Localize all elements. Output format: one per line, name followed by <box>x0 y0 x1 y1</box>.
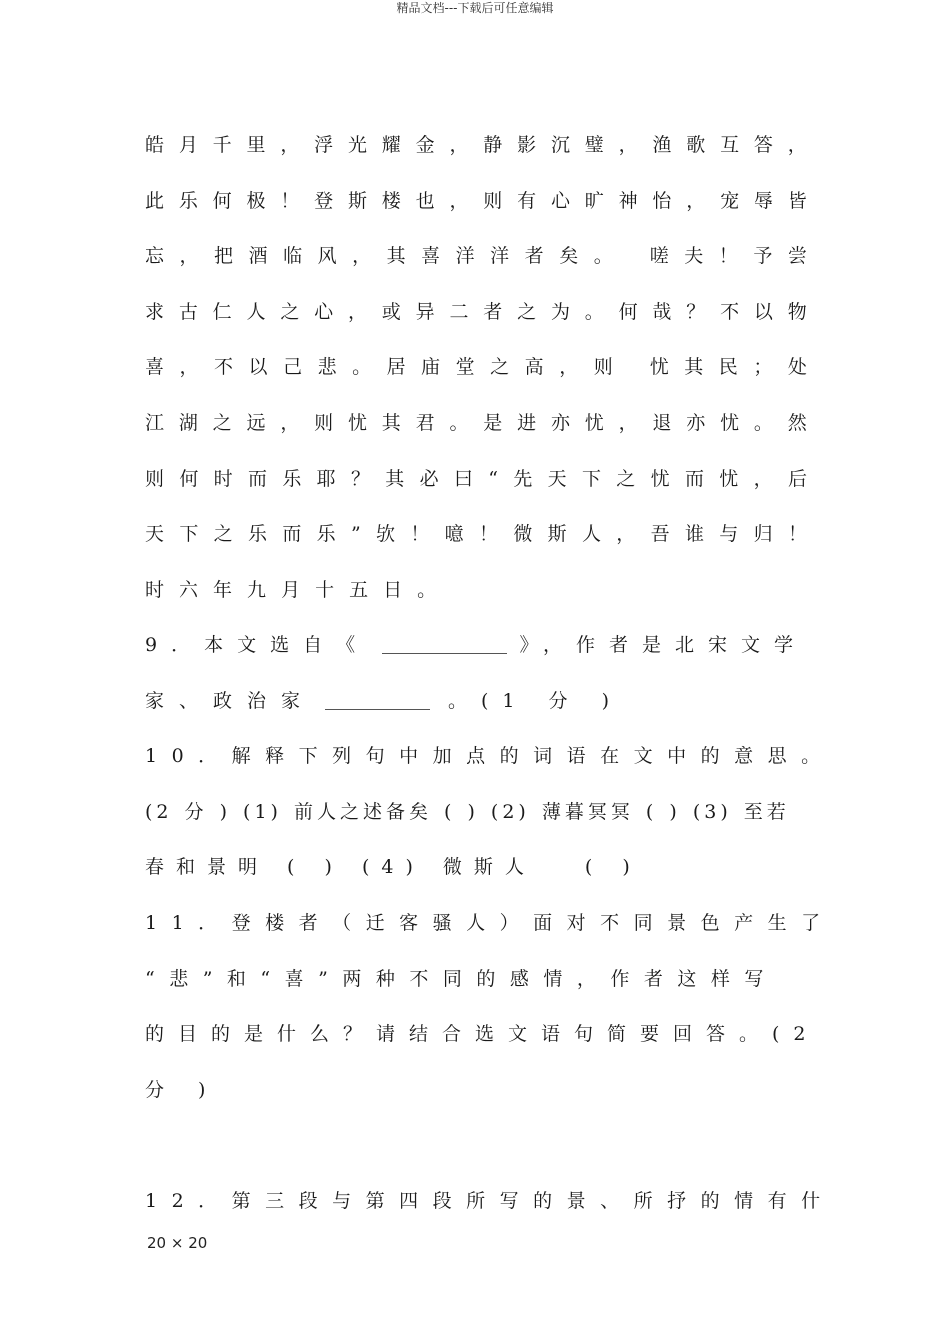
passage-char: 洋 <box>490 245 510 267</box>
passage-char: 矣 <box>559 245 579 267</box>
passage-char: 洋 <box>455 245 475 267</box>
passage-char: 下 <box>581 468 601 490</box>
q11-text-4: 分 ) <box>145 1079 220 1101</box>
passage-char: 。 <box>449 412 469 434</box>
passage-char: 喜 <box>145 356 165 378</box>
passage-line <box>145 299 807 325</box>
passage-char: 光 <box>347 134 367 156</box>
passage-char: ！ <box>478 523 498 545</box>
passage-char: 。 <box>753 412 773 434</box>
passage-char: 君 <box>415 412 435 434</box>
passage-char: 忧 <box>649 356 669 378</box>
passage-char: 则 <box>483 190 503 212</box>
passage-char: 。 <box>417 579 437 601</box>
passage-char <box>628 354 634 380</box>
passage-char: 物 <box>787 301 807 323</box>
passage-line <box>145 188 807 214</box>
passage-char: 六 <box>179 579 199 601</box>
passage-char: 心 <box>314 301 334 323</box>
question-9-line-2 <box>145 688 807 714</box>
passage-char: 忧 <box>650 468 670 490</box>
passage-char: 不 <box>720 301 740 323</box>
passage-char: 。 <box>593 245 613 267</box>
passage-char: 之 <box>616 468 636 490</box>
passage-char: 而 <box>247 468 267 490</box>
passage-char: ？ <box>686 301 706 323</box>
question-11-line-3 <box>145 1021 820 1047</box>
passage-char: 远 <box>246 412 266 434</box>
passage-char: 居 <box>386 356 406 378</box>
q12-text-1: 12．第三段与第四段所写的景、所抒的情有什 <box>145 1190 835 1212</box>
passage-char: 其 <box>381 412 401 434</box>
passage-char: 乐 <box>316 523 336 545</box>
passage-char: 时 <box>213 468 233 490</box>
passage-char: 极 <box>246 190 266 212</box>
passage-char: 登 <box>314 190 334 212</box>
passage-char: 则 <box>145 468 165 490</box>
passage-char: 者 <box>524 245 544 267</box>
passage-char: 高 <box>524 356 544 378</box>
passage-char: 人 <box>581 523 601 545</box>
passage-line <box>145 577 807 603</box>
passage-char: 斯 <box>347 190 367 212</box>
passage-char: ； <box>753 356 773 378</box>
passage-char: 进 <box>517 412 537 434</box>
passage-char: 与 <box>719 523 739 545</box>
passage-char: 不 <box>214 356 234 378</box>
passage-char: 退 <box>652 412 672 434</box>
passage-char: 其 <box>684 356 704 378</box>
passage-char: 予 <box>753 245 773 267</box>
passage-char: 里 <box>246 134 266 156</box>
passage-char: 庙 <box>421 356 441 378</box>
passage-char: ， <box>753 468 773 490</box>
passage-char: 堂 <box>455 356 475 378</box>
passage-char: 曰 <box>453 468 473 490</box>
passage-char: 浮 <box>314 134 334 156</box>
passage-char: 江 <box>145 412 165 434</box>
passage-char: 则 <box>314 412 334 434</box>
passage-char: 求 <box>145 301 165 323</box>
passage-char: 之 <box>212 412 232 434</box>
passage-char: ， <box>618 412 638 434</box>
book-title-blank[interactable] <box>382 637 507 654</box>
passage-char: 欤 <box>376 523 396 545</box>
passage-char: 答 <box>753 134 773 156</box>
passage-char: 酒 <box>248 245 268 267</box>
passage-char: 年 <box>213 579 233 601</box>
passage-char: 日 <box>383 579 403 601</box>
passage-char: ， <box>352 245 372 267</box>
passage-char: 之 <box>280 301 300 323</box>
passage-char: ， <box>787 134 807 156</box>
q10-text-2: (2 分 ) (1) 前人之述备矣 ( ) (2) 薄暮冥冥 ( ) (3) 至若 <box>145 801 790 823</box>
passage-char: 此 <box>145 190 165 212</box>
q9-prefix: 9．本文选自《 <box>145 634 370 656</box>
passage-line <box>145 466 807 492</box>
passage-char: 神 <box>618 190 638 212</box>
passage-char: 先 <box>513 468 533 490</box>
passage-char: 时 <box>145 579 165 601</box>
q10-text-3: 春和景明 ( ) (4) 微斯人 ( ) <box>145 856 642 878</box>
passage-char: 渔 <box>652 134 672 156</box>
passage-char: ， <box>559 356 579 378</box>
question-11-line-1 <box>145 910 835 936</box>
question-12-line-1 <box>145 1188 835 1214</box>
question-9-line-1 <box>145 632 807 658</box>
passage-char: 者 <box>483 301 503 323</box>
passage-char: ， <box>179 356 199 378</box>
passage-char: 后 <box>787 468 807 490</box>
passage-char: 忧 <box>347 412 367 434</box>
passage-char: 嗟 <box>649 245 669 267</box>
question-11-line-2 <box>145 966 807 992</box>
passage-char: 民 <box>718 356 738 378</box>
passage-char: 而 <box>684 468 704 490</box>
question-11-line-4 <box>145 1077 807 1103</box>
passage-char: “ <box>488 468 498 490</box>
passage-char: ？ <box>350 468 370 490</box>
passage-char: 千 <box>212 134 232 156</box>
question-10-line-3 <box>145 854 807 880</box>
passage-char: 古 <box>178 301 198 323</box>
passage-char: 把 <box>214 245 234 267</box>
q9-line2-suffix: 。(1 分 ) <box>448 690 624 712</box>
passage-line <box>145 521 807 547</box>
passage-char: 五 <box>349 579 369 601</box>
passage-char: 之 <box>490 356 510 378</box>
passage-char: 有 <box>517 190 537 212</box>
passage-char: 忧 <box>720 412 740 434</box>
passage-char: 静 <box>483 134 503 156</box>
passage-char: ！ <box>410 523 430 545</box>
passage-char: 何 <box>212 190 232 212</box>
passage-char: 喜 <box>421 245 441 267</box>
passage-char: 天 <box>145 523 165 545</box>
passage-char: ， <box>449 134 469 156</box>
passage-char: 风 <box>317 245 337 267</box>
passage-line <box>145 243 807 269</box>
q9-line2-prefix: 家、政治家 <box>145 690 316 712</box>
passage-char: 。 <box>352 356 372 378</box>
passage-char: 旷 <box>584 190 604 212</box>
q11-text-2: “悲”和“喜”两种不同的感情，作者这样写 <box>145 968 778 990</box>
passage-char: 然 <box>787 412 807 434</box>
passage-char <box>628 243 634 269</box>
passage-char: 何 <box>618 301 638 323</box>
passage-char: 心 <box>550 190 570 212</box>
passage-char: 互 <box>720 134 740 156</box>
passage-char: 乐 <box>282 468 302 490</box>
passage-char: 必 <box>419 468 439 490</box>
passage-char: 湖 <box>178 412 198 434</box>
passage-char: ， <box>347 301 367 323</box>
passage-char: 月 <box>281 579 301 601</box>
author-blank[interactable] <box>325 693 430 710</box>
passage-char: 哉 <box>652 301 672 323</box>
passage-char: 斯 <box>547 523 567 545</box>
passage-char: 之 <box>517 301 537 323</box>
q11-text-3: 的目的是什么？请结合选文语句简要回答。(2 <box>145 1023 820 1045</box>
passage-char: ！ <box>280 190 300 212</box>
passage-char: 己 <box>283 356 303 378</box>
passage-char: 十 <box>315 579 335 601</box>
passage-char: 以 <box>753 301 773 323</box>
passage-char: 皆 <box>787 190 807 212</box>
passage-char: 人 <box>246 301 266 323</box>
passage-char: 歌 <box>686 134 706 156</box>
passage-char: ， <box>616 523 636 545</box>
passage-char: 下 <box>179 523 199 545</box>
passage-char: 则 <box>593 356 613 378</box>
passage-char: 二 <box>449 301 469 323</box>
passage-char: 耶 <box>316 468 336 490</box>
passage-char: ” <box>350 523 361 545</box>
passage-char: 处 <box>787 356 807 378</box>
passage-char: 宠 <box>720 190 740 212</box>
passage-char: 异 <box>415 301 435 323</box>
passage-char: 其 <box>386 245 406 267</box>
passage-char: 金 <box>415 134 435 156</box>
passage-char: 怡 <box>652 190 672 212</box>
passage-char: 乐 <box>178 190 198 212</box>
passage-char: ， <box>179 245 199 267</box>
passage-char: ， <box>280 134 300 156</box>
q10-text-1: 10．解释下列句中加点的词语在文中的意思。 <box>145 745 835 767</box>
passage-line <box>145 354 807 380</box>
question-10-line-1 <box>145 743 835 769</box>
passage-char: 何 <box>179 468 199 490</box>
passage-char: 临 <box>283 245 303 267</box>
passage-char: 影 <box>517 134 537 156</box>
passage-char: 吾 <box>650 523 670 545</box>
passage-char: 归 <box>753 523 773 545</box>
passage-char: 忘 <box>145 245 165 267</box>
document-header: 精品文档---下载后可任意编辑 <box>396 1 554 15</box>
passage-char: ！ <box>718 245 738 267</box>
passage-char: 仁 <box>212 301 232 323</box>
passage-char: 而 <box>282 523 302 545</box>
passage-char: 。 <box>584 301 604 323</box>
passage-char: ， <box>686 190 706 212</box>
passage-char: 噫 <box>444 523 464 545</box>
passage-char: 沉 <box>550 134 570 156</box>
passage-char: 亦 <box>550 412 570 434</box>
passage-char: 皓 <box>145 134 165 156</box>
q11-text-1: 11．登楼者（迁客骚人）面对不同景色产生了 <box>145 912 835 934</box>
passage-char: 是 <box>483 412 503 434</box>
passage-char: 忧 <box>584 412 604 434</box>
passage-char: 以 <box>248 356 268 378</box>
passage-char: 天 <box>547 468 567 490</box>
passage-char: ， <box>280 412 300 434</box>
passage-char: 悲 <box>317 356 337 378</box>
passage-char: 辱 <box>753 190 773 212</box>
passage-char: ！ <box>787 523 807 545</box>
passage-line <box>145 410 807 436</box>
passage-char: 其 <box>385 468 405 490</box>
passage-char: 乐 <box>247 523 267 545</box>
passage-char: 月 <box>178 134 198 156</box>
passage-char: ， <box>449 190 469 212</box>
passage-line <box>145 132 807 158</box>
passage-char: 耀 <box>381 134 401 156</box>
passage-char: 亦 <box>686 412 706 434</box>
passage-char: 璧 <box>584 134 604 156</box>
passage-char: 之 <box>213 523 233 545</box>
passage-char: 忧 <box>719 468 739 490</box>
passage-char: 尝 <box>787 245 807 267</box>
passage-char: 楼 <box>381 190 401 212</box>
grid-size-note: 20 × 20 <box>147 1234 208 1252</box>
question-10-line-2 <box>145 799 807 825</box>
passage-char: 或 <box>381 301 401 323</box>
q9-suffix: 》，作者是北宋文学 <box>519 634 807 656</box>
passage-char: 谁 <box>684 523 704 545</box>
passage-char: ， <box>618 134 638 156</box>
passage-char: 微 <box>513 523 533 545</box>
passage-char: 为 <box>550 301 570 323</box>
passage-char: 也 <box>415 190 435 212</box>
passage-char: 夫 <box>684 245 704 267</box>
passage-char: 九 <box>247 579 267 601</box>
